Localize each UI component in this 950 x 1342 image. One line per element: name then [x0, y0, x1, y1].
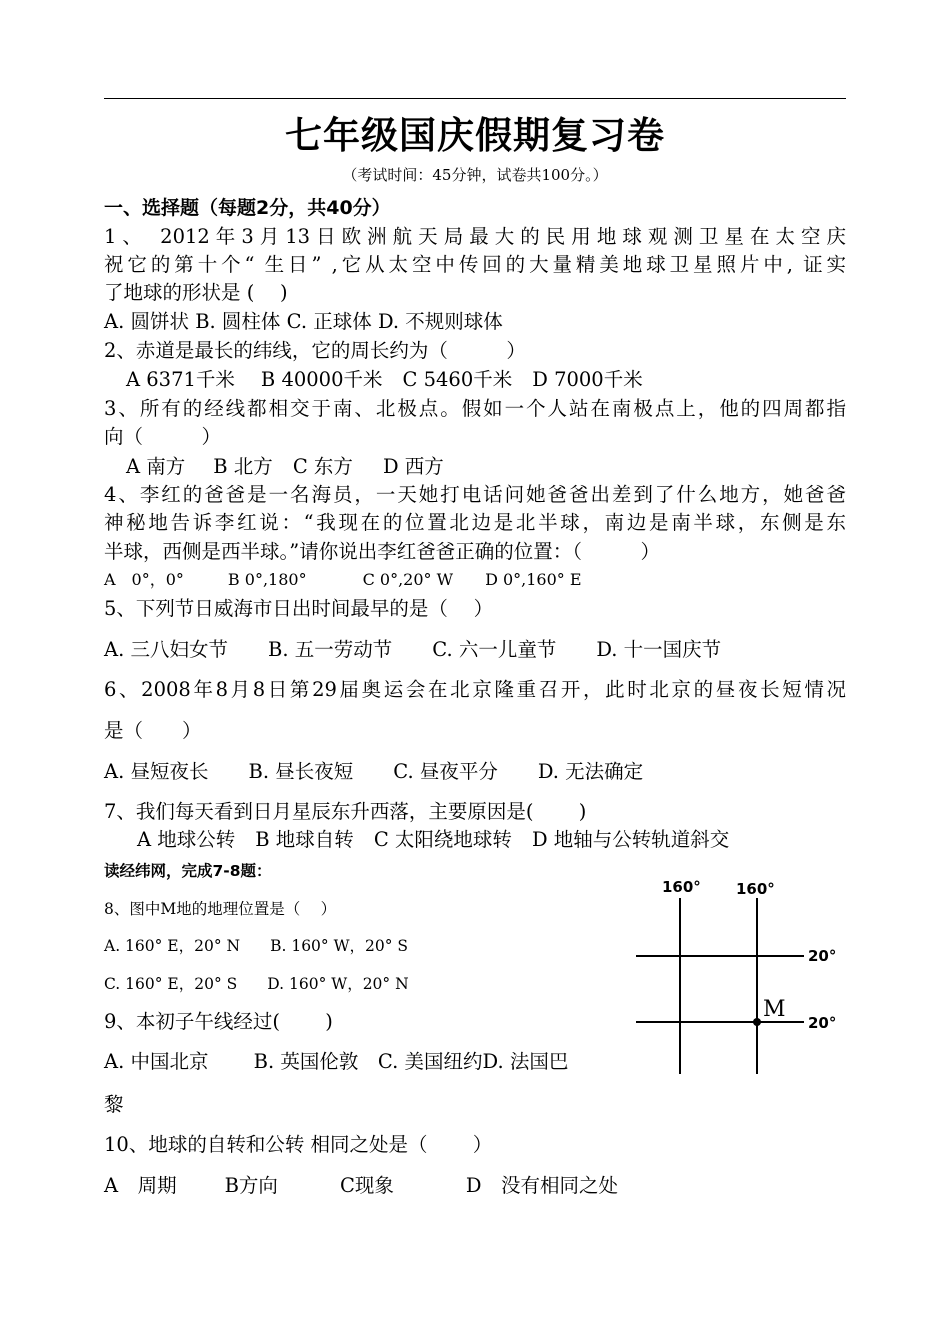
q3-option-c: C 东方 [292, 455, 353, 478]
q9-options-wrap: 黎 [104, 1093, 124, 1116]
q2-options [126, 366, 643, 394]
q5-option-c: C. 六一儿童节 [432, 638, 557, 661]
q6-option-b: B. 昼长夜短 [248, 760, 354, 783]
q8-option-c: C. 160° E，20° S [104, 975, 238, 993]
q1-line2: 祝它的第十个“ 生日” ,它从太空中传回的大量精美地球卫星照片中, 证实 [104, 253, 846, 276]
q7-option-c: C 太阳绕地球转 [373, 828, 512, 851]
q4-option-a: A 0°，0° [104, 570, 184, 589]
q3-option-d: D 西方 [382, 455, 444, 478]
q3-option-a: A 南方 [126, 455, 186, 478]
q5-line1: 5、下列节日威海市日出时间最早的是（ ） [104, 597, 494, 620]
q1-line1: 1、 2012年3月13日欧洲航天局最大的民用地球观测卫星在太空庆 [104, 225, 846, 248]
q4-line3: 半球，西侧是西半球。”请你说出李红爸爸正确的位置：（ ） [104, 540, 660, 563]
q3-options [126, 453, 444, 481]
q10-option-d: D 没有相同之处 [465, 1174, 618, 1197]
q9-options: A. 中国北京 B. 英国伦敦 C. 美国纽约D. 法国巴 [104, 1050, 569, 1073]
latlong-grid-figure [630, 872, 846, 1076]
q8-option-d: D. 160° W，20° N [267, 975, 409, 993]
point-m-label: M [763, 997, 786, 1022]
q3-line1: 3、所有的经线都相交于南、北极点。假如一个人站在南极点上，他的四周都指 [104, 397, 846, 420]
q2-option-b: B 40000千米 [260, 368, 383, 391]
q5-options [104, 636, 721, 664]
q6-option-c: C. 昼夜平分 [393, 760, 498, 783]
q10-line1: 10、地球的自转和公转 相同之处是（ ） [104, 1133, 493, 1156]
q1-option-c: C. 正球体 [286, 310, 372, 333]
q1-option-a: A. 圆饼状 [104, 310, 189, 333]
q7-option-a: A 地球公转 [137, 828, 236, 851]
q1-options [104, 308, 503, 336]
q5-option-d: D. 十一国庆节 [596, 638, 722, 661]
q6-line2: 是（ ） [104, 719, 202, 742]
q8-options-row1 [104, 932, 408, 960]
q7-line1: 7、我们每天看到日月星辰东升西落，主要原因是( ) [104, 800, 587, 823]
q6-option-d: D. 无法确定 [537, 760, 644, 783]
page-title: 七年级国庆假期复习卷 [285, 114, 665, 157]
q1-line3: 了地球的形状是 ( ) [104, 281, 288, 304]
lat-label-bottom: 20° [808, 1014, 837, 1032]
q5-option-b: B. 五一劳动节 [267, 638, 393, 661]
q10-option-a: A 周期 [104, 1174, 177, 1197]
q10-option-c: C现象 [339, 1174, 394, 1197]
q1-option-d: D. 不规则球体 [377, 310, 503, 333]
lon-label-right: 160° [736, 880, 775, 898]
q4-line1: 4、李红的爸爸是一名海员，一天她打电话问她爸爸出差到了什么地方，她爸爸 [104, 483, 846, 506]
q8-options-row2 [104, 970, 409, 998]
q7-options [137, 826, 729, 854]
point-m-dot [753, 1018, 761, 1026]
q7-option-d: D 地轴与公转轨道斜交 [531, 828, 730, 851]
q4-option-c: C 0°,20° W [362, 570, 454, 589]
q2-option-d: D 7000千米 [532, 368, 643, 391]
q4-line2: 神秘地告诉李红说：“我现在的位置北边是北半球，南边是南半球，东侧是东 [104, 511, 846, 534]
q4-options [104, 566, 582, 594]
section-heading: 一、选择题（每题2分，共40分） [104, 197, 391, 219]
q3-line2: 向（ ） [104, 425, 222, 448]
q2-option-a: A 6371千米 [126, 368, 235, 391]
q10-options [104, 1172, 618, 1200]
q4-option-d: D 0°,160° E [485, 570, 582, 589]
lon-label-left: 160° [662, 878, 701, 896]
q4-option-b: B 0°,180° [227, 570, 307, 589]
q6-line1: 6、2008年8月8日第29届奥运会在北京隆重召开，此时北京的昼夜长短情况 [104, 678, 846, 701]
q10-option-b: B方向 [224, 1174, 278, 1197]
q8-option-a: A. 160° E，20° N [104, 937, 241, 955]
header-rule [104, 98, 846, 99]
q8-line1: 8、图中M地的地理位置是（ ） [104, 900, 337, 918]
q6-option-a: A. 昼短夜长 [104, 760, 209, 783]
lat-label-top: 20° [808, 947, 837, 965]
q3-option-b: B 北方 [213, 455, 273, 478]
q9-line1: 9、本初子午线经过( ) [104, 1010, 333, 1033]
exam-info: （考试时间：45分钟，试卷共100分。） [342, 166, 608, 184]
q8-option-b: B. 160° W，20° S [270, 937, 409, 955]
q2-option-c: C 5460千米 [402, 368, 513, 391]
q2-line1: 2、赤道是最长的纬线，它的周长约为（ ） [104, 339, 526, 362]
q6-options [104, 758, 643, 786]
q1-option-b: B. 圆柱体 [195, 310, 281, 333]
read-prompt: 读经纬网，完成7-8题： [104, 862, 272, 880]
q5-option-a: A. 三八妇女节 [104, 638, 228, 661]
q7-option-b: B 地球自转 [255, 828, 354, 851]
